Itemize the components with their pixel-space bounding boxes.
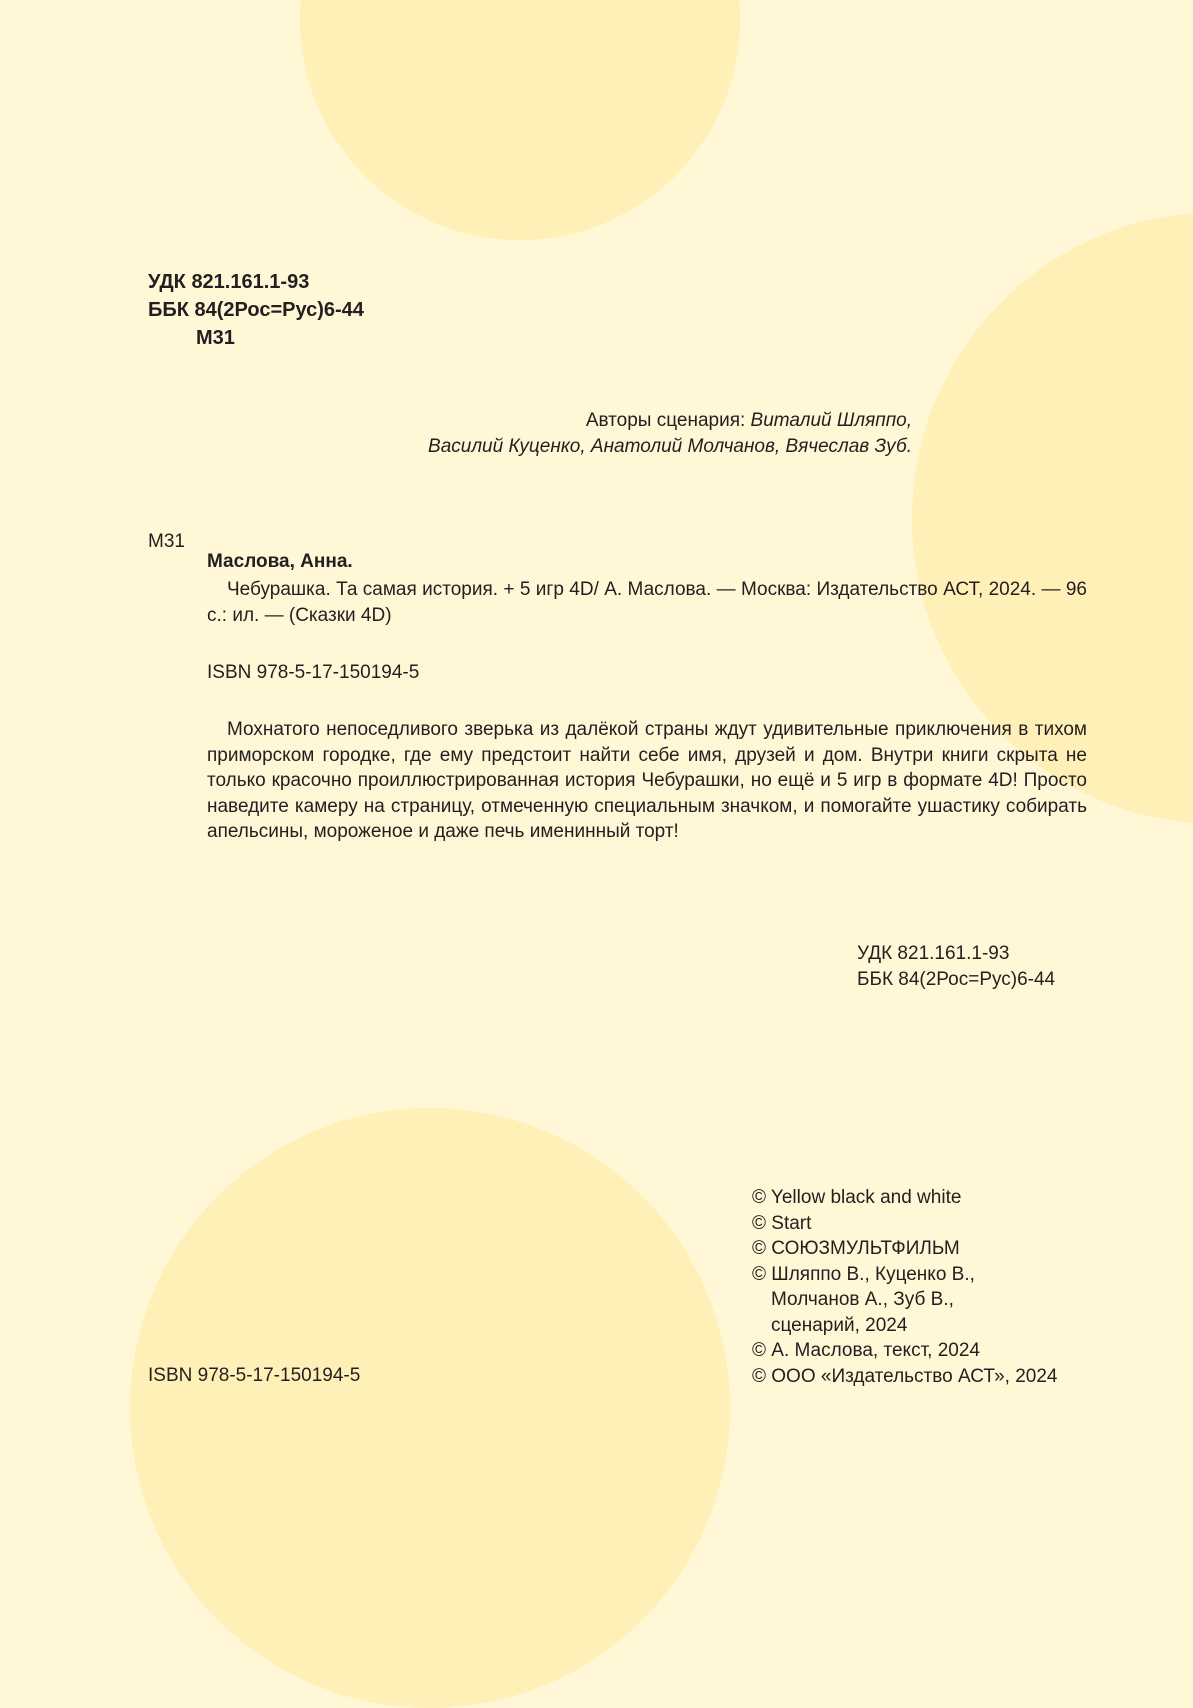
record-isbn: ISBN 978-5-17-150194-5 <box>207 662 420 683</box>
authors-names-line2: Василий Куценко, Анатолий Молчанов, Вячеслав Зуб. <box>428 435 912 457</box>
record-author: Маслова, Анна. <box>207 551 353 572</box>
udk-code-bottom: УДК 821.161.1-93 <box>857 943 1010 964</box>
copyright-line: © СОЮЗМУЛЬТФИЛЬМ <box>752 1238 960 1259</box>
copyright-line: © Start <box>752 1212 812 1234</box>
copyright-line: © Шляппо В., Куценко В., <box>752 1263 975 1285</box>
copyright-line: сценарий, 2024 <box>771 1314 908 1336</box>
screenplay-authors <box>300 408 912 459</box>
copyright-block <box>752 1185 1058 1389</box>
decorative-circle-top <box>300 0 740 240</box>
classification-codes-top <box>148 268 364 352</box>
decorative-circle-bottom <box>130 1108 730 1708</box>
annotation-text: Мохнатого непоседливого зверька из далёкой страны ждут удивительные приключения в тихом приморском городке, где ему предстоит найти себе имя, друзей и дом. Внутри книги скрыта не только красочно проиллюстрированная история Чебурашки, но ещё и 5 игр в формате 4D! Просто наведите камеру на страницу, отмеченную специальным значком, и помогайте ушастику собирать апельсины, мороженое и даже печь именинный торт! <box>207 719 1087 842</box>
copyright-line: © А. Маслова, текст, 2024 <box>752 1340 980 1361</box>
copyright-line: Молчанов А., Зуб В., <box>771 1289 954 1310</box>
bibliography-text: Чебурашка. Та самая история. + 5 игр 4D/ А. Маслова. — Москва: Издательство АСТ, 2024. — 96 с.: ил. — (Сказки 4D) <box>207 579 1087 626</box>
isbn-bottom: ISBN 978-5-17-150194-5 <box>148 1365 361 1386</box>
bibliographic-description <box>207 577 1087 628</box>
authors-names-line1: Виталий Шляппо, <box>750 410 912 431</box>
classification-codes-bottom <box>857 941 1055 992</box>
bbk-code: ББК 84(2Рос=Рус)6-44 <box>148 299 364 321</box>
copyright-line: © ООО «Издательство АСТ», 2024 <box>752 1365 1058 1387</box>
udk-code: УДК 821.161.1-93 <box>148 271 310 293</box>
record-author-sign: М31 <box>148 531 185 552</box>
copyright-line: © Yellow black and white <box>752 1187 962 1208</box>
author-sign: М31 <box>196 327 235 349</box>
bbk-code-bottom: ББК 84(2Рос=Рус)6-44 <box>857 968 1056 990</box>
authors-label: Авторы сценария: <box>585 410 746 431</box>
